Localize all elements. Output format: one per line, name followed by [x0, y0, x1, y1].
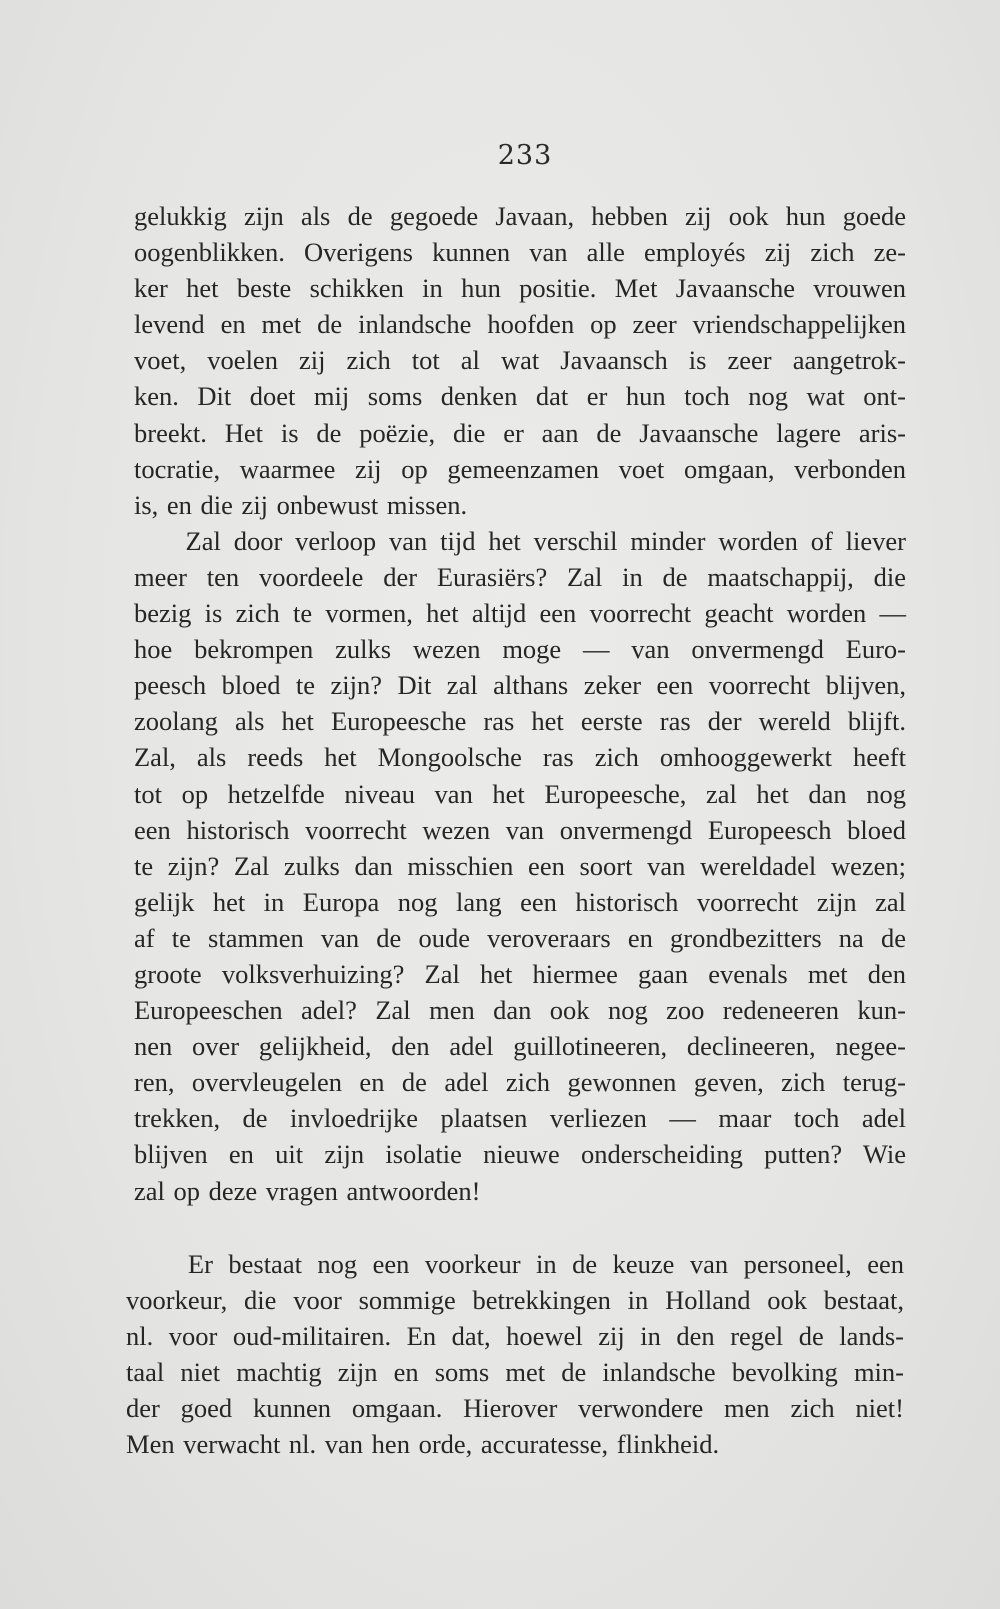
text-line: groote volksverhuizing? Zal het hiermee gaan evenals met den: [134, 958, 906, 989]
text-line: Zal door verloop van tijd het verschil minder worden of liever: [134, 525, 906, 556]
text-line: te zijn? Zal zulks dan misschien een soort van wereldadel wezen;: [134, 850, 906, 881]
text-line: nen over gelijkheid, den adel guillotineeren, declineeren, negee-: [134, 1031, 906, 1062]
text-line: ker het beste schikken in hun positie. Met Javaansche vrouwen: [134, 273, 906, 304]
text-line: zal op deze vragen antwoorden!: [134, 1175, 481, 1206]
text-line: zoolang als het Europeesche ras het eerste ras der wereld blijft.: [134, 706, 906, 737]
text-line: Europeeschen adel? Zal men dan ook nog zoo redeneeren kun-: [134, 995, 906, 1026]
text-line: Men verwacht nl. van hen orde, accuratesse, flinkheid.: [126, 1429, 720, 1460]
text-line: ren, overvleugelen en de adel zich gewonnen geven, zich terug-: [134, 1067, 906, 1098]
text-line: een historisch voorrecht wezen van onvermengd Europeesch bloed: [134, 814, 906, 845]
text-line: blijven en uit zijn isolatie nieuwe onderscheiding putten? Wie: [134, 1139, 906, 1170]
text-line: ken. Dit doet mij soms denken dat er hun toch nog wat ont-: [134, 381, 906, 412]
text-line: Zal, als reeds het Mongoolsche ras zich omhooggewerkt heeft: [134, 742, 906, 773]
text-line: taal niet machtig zijn en soms met de inlandsche bevolking min-: [126, 1357, 904, 1388]
text-line: is, en die zij onbewust missen.: [134, 489, 468, 520]
page-number: 233: [497, 140, 553, 171]
text-line: gelijk het in Europa nog lang een historisch voorrecht zijn zal: [134, 886, 906, 917]
text-line: gelukkig zijn als de gegoede Javaan, hebben zij ook hun goede: [134, 201, 906, 231]
text-line: breekt. Het is de poëzie, die er aan de Javaansche lagere aris-: [134, 417, 906, 448]
text-line: voorkeur, die voor sommige betrekkingen in Holland ook bestaat,: [126, 1285, 904, 1316]
text-line: af te stammen van de oude veroveraars en grondbezitters na de: [134, 922, 906, 953]
text-line: voet, voelen zij zich tot al wat Javaansch is zeer aangetrok-: [134, 345, 906, 376]
text-line: nl. voor oud-militairen. En dat, hoewel zij in den regel de lands-: [126, 1321, 904, 1352]
paragraph-block-2: [126, 1246, 904, 1463]
text-line: Er bestaat nog een voorkeur in de keuze van personeel, een: [126, 1249, 904, 1279]
text-line: trekken, de invloedrijke plaatsen verliezen — maar toch adel: [134, 1103, 906, 1134]
text-line: peesch bloed te zijn? Dit zal althans zeker een voorrecht blijven,: [134, 670, 906, 701]
paragraph-block-1: [134, 198, 906, 1209]
text-line: levend en met de inlandsche hoofden op zeer vriendschappelijken: [134, 309, 906, 340]
text-line: tocratie, waarmee zij op gemeenzamen voet omgaan, verbonden: [134, 453, 906, 484]
text-line: oogenblikken. Overigens kunnen van alle employés zij zich ze-: [134, 237, 906, 268]
text-line: meer ten voordeele der Eurasiërs? Zal in de maatschappij, die: [134, 561, 906, 592]
text-line: hoe bekrompen zulks wezen moge — van onvermengd Euro-: [134, 634, 906, 665]
text-line: bezig is zich te vormen, het altijd een voorrecht geacht worden —: [134, 598, 906, 629]
text-line: tot op hetzelfde niveau van het Europeesche, zal het dan nog: [134, 778, 906, 809]
text-line: der goed kunnen omgaan. Hierover verwondere men zich niet!: [126, 1393, 904, 1424]
